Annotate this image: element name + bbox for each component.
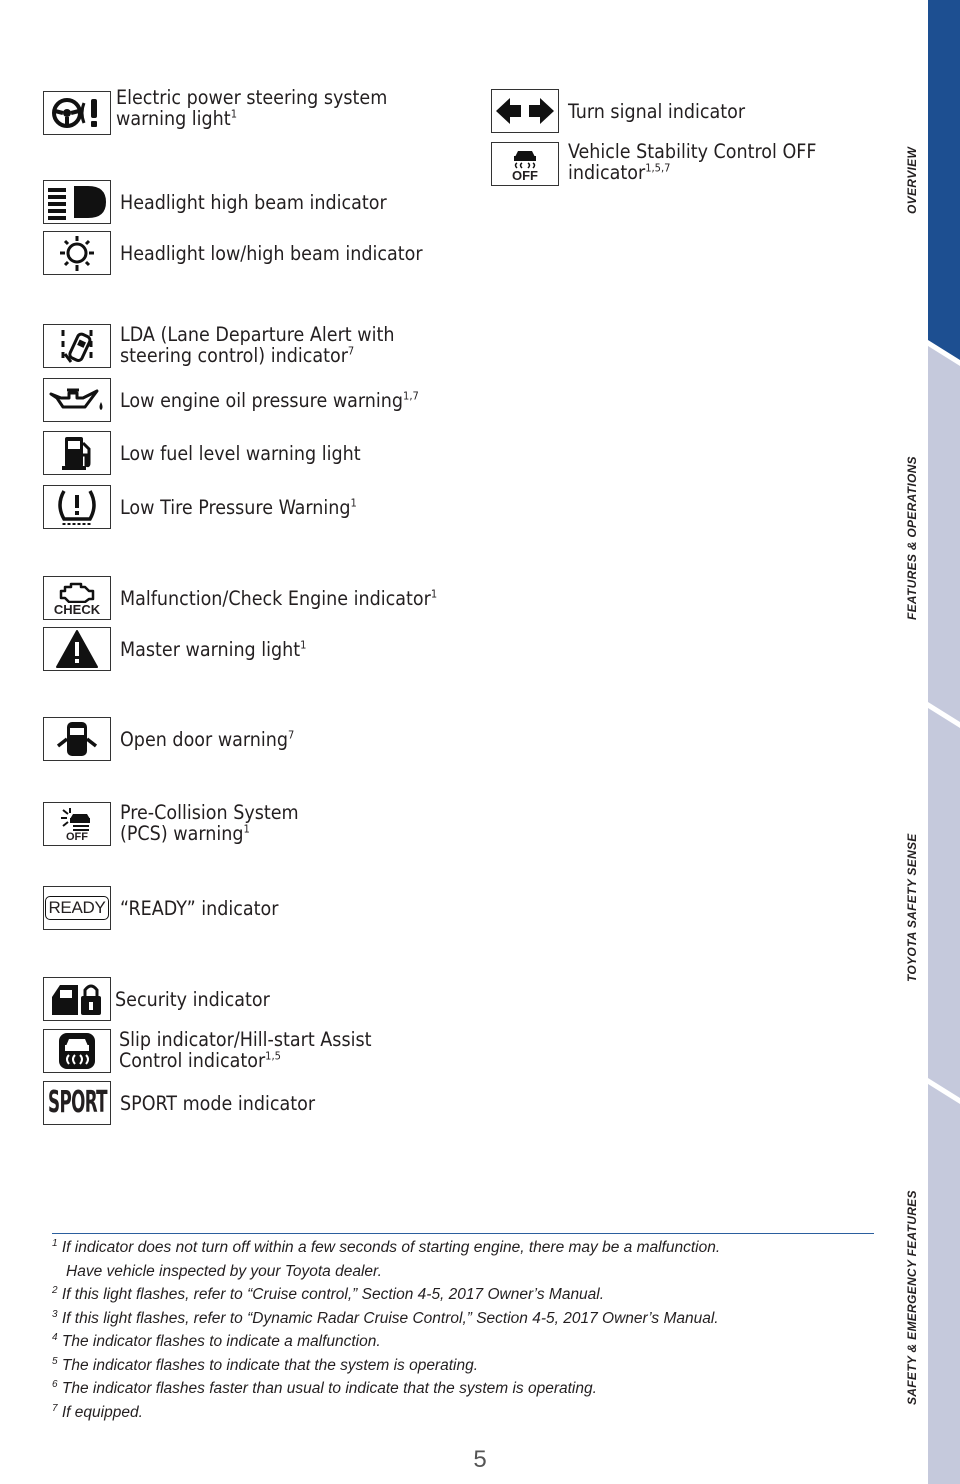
- low-high-beam-icon: [43, 231, 111, 275]
- tab-label-overview: OVERVIEW: [905, 146, 919, 214]
- footnote-divider: [52, 1233, 874, 1234]
- turn-signal-icon: [491, 89, 559, 133]
- slip-indicator-icon: [43, 1029, 111, 1073]
- footnotes: [52, 1236, 872, 1424]
- indicator-high-beam: Headlight high beam indicator: [43, 180, 387, 224]
- check-engine-icon: CHECK: [43, 576, 111, 620]
- tab-features-operations[interactable]: [928, 346, 960, 722]
- footnote-1: $^1$ If indicator does not turn off within a few seconds of starting engine, there may be a malfunction. Have vehicle inspected by your Toyota dealer.: [52, 1237, 721, 1280]
- indicator-pcs: OFF Pre-Collision System (PCS) warning$^1$: [43, 802, 299, 846]
- tire-pressure-icon: [43, 485, 111, 529]
- ready-icon: READY: [43, 886, 111, 930]
- indicator-tire-pressure: Low Tire Pressure Warning$^1$: [43, 485, 357, 529]
- page-number: 5: [473, 1446, 487, 1473]
- steering-warning-icon: [43, 91, 111, 135]
- footnote-6: $^6$ The indicator flashes faster than usual to indicate that the system is operating.: [52, 1378, 597, 1397]
- indicator-lda: LDA (Lane Departure Alert with steering control) indicator$^7$: [43, 324, 394, 368]
- footnote-2: $^2$ If this light flashes, refer to “Cruise control,” Section 4-5, 2017 Owner’s Manual.: [52, 1284, 605, 1303]
- tab-safety-emergency[interactable]: [928, 1084, 960, 1484]
- indicator-vsc-off: OFF Vehicle Stability Control OFF indicator$^{1,5,7}$: [491, 142, 816, 186]
- fuel-pump-icon: [43, 431, 111, 475]
- vsc-off-icon: OFF: [491, 142, 559, 186]
- open-door-icon: [43, 717, 111, 761]
- indicator-oil-pressure: Low engine oil pressure warning$^{1,7}$: [43, 378, 419, 422]
- indicator-master-warning: Master warning light$^1$: [43, 627, 306, 671]
- tab-overview[interactable]: [928, 0, 960, 360]
- footnote-3: $^3$ If this light flashes, refer to “Dynamic Radar Cruise Control,” Section 4-5, 2017 Owner’s Manual.: [52, 1308, 719, 1327]
- footnote-4: $^4$ The indicator flashes to indicate a malfunction.: [52, 1331, 381, 1350]
- indicator-eps: Electric power steering system warning light$^1$: [43, 91, 387, 135]
- indicator-ready: READY “READY” indicator: [43, 886, 278, 930]
- oil-pressure-icon: [43, 378, 111, 422]
- sidebar-tabs: [928, 0, 960, 1484]
- indicator-turn-signal: Turn signal indicator: [491, 89, 745, 133]
- footnote-5: $^5$ The indicator flashes to indicate that the system is operating.: [52, 1355, 479, 1374]
- sport-mode-icon: SPORT: [43, 1081, 111, 1125]
- lane-departure-icon: [43, 324, 111, 368]
- high-beam-icon: [43, 180, 111, 224]
- indicator-open-door: Open door warning$^7$: [43, 717, 294, 761]
- indicator-slip: Slip indicator/Hill-start Assist Control indicator$^{1,5}$: [43, 1029, 371, 1073]
- indicator-check-engine: CHECK Malfunction/Check Engine indicator$^1$: [43, 576, 437, 620]
- tab-toyota-safety-sense[interactable]: [928, 708, 960, 1098]
- pcs-off-icon: OFF: [43, 802, 111, 846]
- indicator-low-high-beam: Headlight low/high beam indicator: [43, 231, 423, 275]
- indicator-security: Security indicator: [43, 977, 270, 1021]
- tab-label-safety: SAFETY & EMERGENCY FEATURES: [905, 1190, 919, 1405]
- indicator-fuel: Low fuel level warning light: [43, 431, 361, 475]
- tab-label-tss: TOYOTA SAFETY SENSE: [905, 833, 919, 982]
- master-warning-icon: [43, 627, 111, 671]
- tab-label-features: FEATURES & OPERATIONS: [905, 456, 919, 620]
- footnote-7: $^7$ If equipped.: [52, 1402, 143, 1421]
- security-lock-icon: [43, 977, 111, 1021]
- indicator-sport: SPORT SPORT mode indicator: [43, 1081, 315, 1125]
